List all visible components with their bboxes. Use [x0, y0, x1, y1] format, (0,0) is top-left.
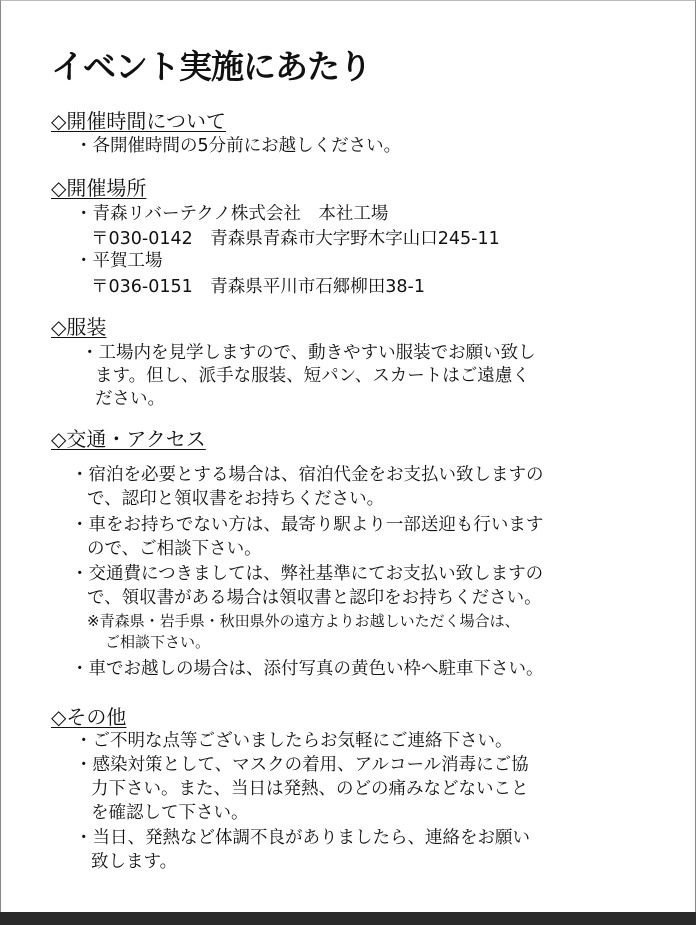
access-item-1-line-2: で、認印と領収書をお持ちください。 — [87, 489, 385, 509]
dress-line-2: ます。但し、派手な服装、短パン、スカートはご遠慮く — [95, 366, 530, 386]
access-note-line-2: ご相談下さい。 — [105, 633, 211, 651]
place-honsha-name: ・青森リバーテクノ株式会社 本社工場 — [75, 204, 389, 224]
other-item-2-line-3: を確認して下さい。 — [91, 803, 249, 823]
other-item-3-line-1: ・当日、発熱など体調不良がありましたら、連絡をお願い — [75, 828, 530, 848]
place-hiraka-name: ・平賀工場 — [75, 251, 163, 271]
access-item-4: ・車でお越しの場合は、添付写真の黄色い枠へ駐車下さい。 — [71, 659, 544, 679]
access-note-line-1: ※青森県・岩手県・秋田県外の遠方よりお越しいただく場合は、 — [87, 612, 520, 630]
access-item-3-line-1: ・交通費につきましては、弊社基準にてお支払い致しますの — [71, 564, 544, 584]
place-hiraka-address: 〒036-0151 青森県平川市石郷柳田38-1 — [91, 277, 425, 297]
place-honsha-address: 〒030-0142 青森県青森市大字野木字山口245-11 — [91, 229, 500, 249]
section-heading-dress: ◇服装 — [51, 315, 107, 339]
other-item-2-line-1: ・感染対策として、マスクの着用、アルコール消毒にご協 — [75, 755, 529, 775]
section-heading-time: ◇開催時間について — [51, 109, 226, 133]
dress-line-1: ・工場内を見学しますので、動きやすい服装でお願い致し — [81, 343, 536, 363]
section-heading-place: ◇開催場所 — [51, 176, 147, 200]
other-item-1: ・ご不明な点等ございましたらお気軽にご連絡下さい。 — [75, 731, 513, 751]
dress-line-3: ださい。 — [95, 389, 165, 409]
access-item-1-line-1: ・宿泊を必要とする場合は、宿泊代金をお支払い致しますの — [71, 465, 544, 485]
section-heading-other: ◇その他 — [51, 705, 127, 729]
other-item-2-line-2: 力下さい。また、当日は発熱、のどの痛みなどないこと — [91, 779, 529, 799]
time-item: ・各開催時間の5分前にお越しください。 — [75, 136, 402, 156]
access-item-2-line-1: ・車をお持ちでない方は、最寄り駅より一部送迎も行います — [71, 515, 544, 535]
page-title: イベント実施にあたり — [51, 47, 371, 86]
section-heading-access: ◇交通・アクセス — [51, 427, 206, 451]
access-item-2-line-2: ので、ご相談下さい。 — [87, 539, 262, 559]
access-item-3-line-2: で、領収書がある場合は領収書と認印をお持ちください。 — [87, 588, 542, 608]
bottom-border-bar — [0, 912, 696, 925]
other-item-3-line-2: 致します。 — [91, 852, 178, 872]
